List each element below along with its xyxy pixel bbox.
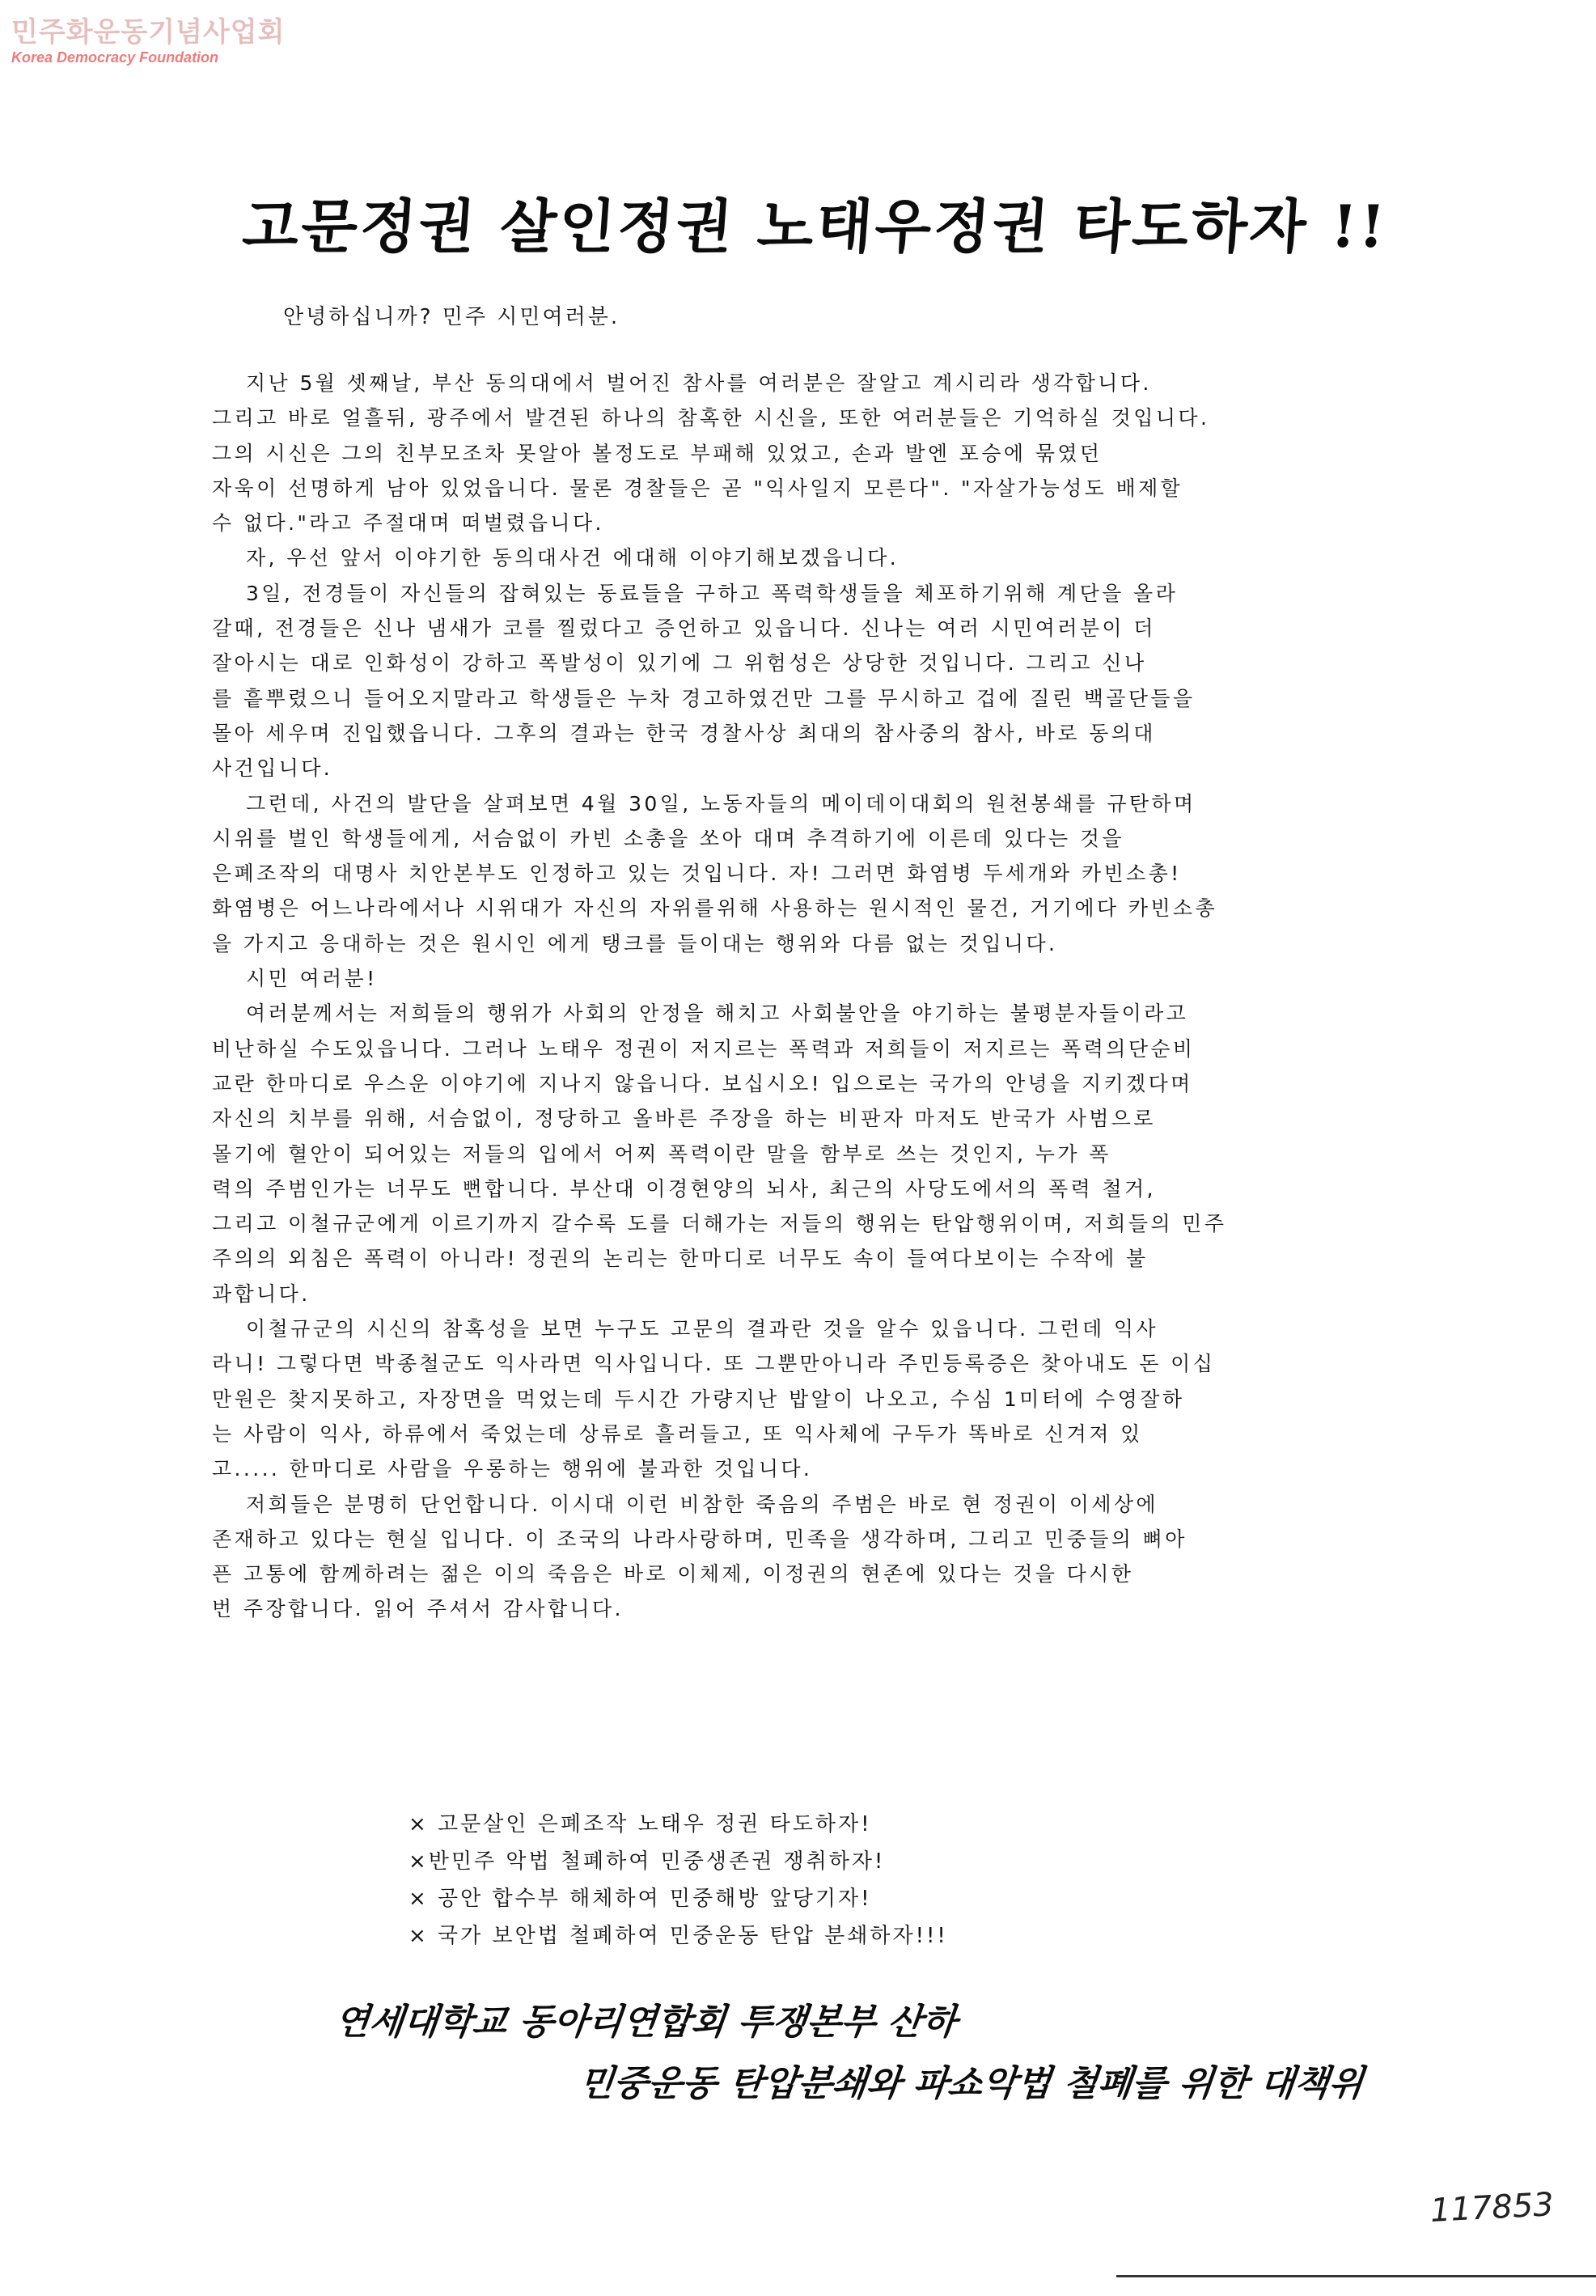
watermark-english: Korea Democracy Foundation (11, 49, 219, 66)
document-number: 117853 (1429, 2186, 1555, 2230)
body-line: 이철규군의 시신의 참혹성을 보면 누구도 고문의 결과란 것을 알수 있읍니다. 그런데 익사 (246, 1317, 1158, 1341)
body-line: 을 가지고 응대하는 것은 원시인 에게 탱크를 들이대는 행위와 다름 없는 것입니다. (212, 931, 1058, 955)
body-line: 3일, 전경들이 자신들의 잡혀있는 동료들을 구하고 폭력학생들을 체포하기위해 계단을 올라 (246, 581, 1179, 605)
body-line: 자, 우선 앞서 이야기한 동의대사건 에대해 이야기해보겠읍니다. (246, 546, 900, 570)
slogan-item: × 공안 합수부 해체하여 민중해방 앞당기자! (409, 1887, 872, 1911)
body-line: 지난 5월 셋째날, 부산 동의대에서 벌어진 참사를 여러분은 잘알고 계시리라 생각합니다. (246, 371, 1152, 395)
signature-line-2: 민중운동 탄압분쇄와 파쇼악법 철폐를 위한 대책위 (577, 2063, 1365, 2104)
body-line: 그의 시신은 그의 친부모조차 못알아 볼정도로 부패해 있었고, 손과 발엔 포승에 묶였던 (212, 441, 1103, 465)
body-line: 잘아시는 대로 인화성이 강하고 폭발성이 있기에 그 위험성은 상당한 것입니다. 그리고 신나 (212, 651, 1147, 676)
body-line: 시민 여러분! (246, 967, 378, 991)
body-line: 력의 주범인가는 너무도 뻔합니다. 부산대 이경현양의 뇌사, 최근의 사당도에서의 폭력 철거, (212, 1176, 1156, 1201)
body-line: 과합니다. (212, 1281, 311, 1306)
signature-line-1: 연세대학교 동아리연합회 투쟁본부 산하 (332, 2002, 959, 2043)
body-line: 번 주장합니다. 읽어 주셔서 감사합니다. (212, 1597, 624, 1621)
slogan-item: × 고문살인 은폐조작 노태우 정권 타도하자! (409, 1812, 872, 1836)
watermark-logo (11, 16, 286, 66)
body-line: 주의의 외침은 폭력이 아니라! 정권의 논리는 한마디로 너무도 속이 들여다보이는 수작에 불 (212, 1247, 1149, 1271)
body-text (212, 366, 1421, 1627)
body-line: 몰아 세우며 진입했읍니다. 그후의 결과는 한국 경찰사상 최대의 참사중의 참사, 바로 동의대 (212, 721, 1156, 745)
slogan-list (409, 1806, 1137, 1955)
body-line: 는 사람이 익사, 하류에서 죽었는데 상류로 흘러들고, 또 익사체에 구두가 똑바로 신겨져 있 (212, 1421, 1143, 1446)
body-line: 를 흩뿌렸으니 들어오지말라고 학생들은 누차 경고하였건만 그를 무시하고 겁에 질린 백골단들을 (212, 686, 1196, 710)
body-line: 고..... 한마디로 사람을 우롱하는 행위에 불과한 것입니다. (212, 1457, 813, 1481)
body-line: 은폐조작의 대명사 치안본부도 인정하고 있는 것입니다. 자! 그러면 화염병 두세개와 카빈소총! (212, 862, 1182, 886)
body-line: 수 없다."라고 주절대며 떠벌렸읍니다. (212, 511, 604, 536)
body-line: 존재하고 있다는 현실 입니다. 이 조국의 나라사랑하며, 민족을 생각하며, 그리고 민중들의 뼈아 (212, 1527, 1187, 1551)
body-line: 갈때, 전경들은 신나 냄새가 코를 찔렀다고 증언하고 있읍니다. 신나는 여러 시민여러분이 더 (212, 616, 1156, 641)
slogan-item: × 국가 보안법 철폐하여 민중운동 탄압 분쇄하자!!! (409, 1924, 948, 1948)
greeting: 안녕하십니까? 민주 시민여러분. (283, 305, 620, 329)
body-line: 그리고 바로 얼흘뒤, 광주에서 발견된 하나의 참혹한 시신을, 또한 여러분들은 기억하실 것입니다. (212, 406, 1210, 430)
slogan-item: ×반민주 악법 철폐하여 민중생존권 쟁취하자! (409, 1849, 886, 1874)
body-line: 사건입니다. (212, 756, 333, 781)
body-line: 픈 고통에 함께하려는 젊은 이의 죽음은 바로 이체제, 이정권의 현존에 있다는 것을 다시한 (212, 1562, 1134, 1586)
signature-block (325, 1992, 1390, 2115)
body-line: 화염병은 어느나라에서나 시위대가 자신의 자위를위해 사용하는 원시적인 물건, 거기에다 카빈소총 (212, 896, 1218, 921)
body-line: 교란 한마디로 우스운 이야기에 지나지 않읍니다. 보십시오! 입으로는 국가의 안녕을 지키겠다며 (212, 1071, 1193, 1095)
bottom-rule (1116, 2275, 1596, 2277)
watermark-korean: 민주화운동기념사업회 (11, 16, 286, 49)
body-line: 저희들은 분명히 단언합니다. 이시대 이런 비참한 죽음의 주범은 바로 현 정권이 이세상에 (246, 1492, 1158, 1516)
body-line: 라니! 그렇다면 박종철군도 익사라면 익사입니다. 또 그뿐만아니라 주민등록증은 찾아내도 돈 이십 (212, 1352, 1216, 1376)
body-line: 그런데, 사건의 발단을 살펴보면 4월 30일, 노동자들의 메이데이대회의 원천봉쇄를 규탄하며 (246, 791, 1196, 815)
body-line: 몰기에 혈안이 되어있는 저들의 입에서 어찌 폭력이란 말을 함부로 쓰는 것인지, 누가 폭 (212, 1142, 1111, 1166)
body-line: 자욱이 선명하게 남아 있었읍니다. 물론 경찰들은 곧 "익사일지 모른다". "자살가능성도 배제할 (212, 476, 1183, 500)
headline: 고문정권 살인정권 노태우정권 타도하자 !! (240, 192, 1390, 261)
body-line: 그리고 이철규군에게 이르기까지 갈수록 도를 더해가는 저들의 행위는 탄압행위이며, 저희들의 민주 (212, 1212, 1227, 1236)
body-line: 시위를 벌인 학생들에게, 서슴없이 카빈 소총을 쏘아 대며 추격하기에 이른데 있다는 것을 (212, 826, 1124, 850)
body-line: 자신의 치부를 위해, 서슴없이, 정당하고 올바른 주장을 하는 비판자 마저도 반국가 사범으로 (212, 1107, 1156, 1131)
body-line: 만원은 찾지못하고, 자장면을 먹었는데 두시간 가량지난 밥알이 나오고, 수심 1미터에 수영잘하 (212, 1387, 1185, 1411)
body-line: 여러분께서는 저희들의 행위가 사회의 안정을 해치고 사회불안을 야기하는 불평분자들이라고 (246, 1002, 1189, 1026)
body-line: 비난하실 수도있읍니다. 그러나 노태우 정권이 저지르는 폭력과 저희들이 저지르는 폭력의단순비 (212, 1036, 1196, 1061)
